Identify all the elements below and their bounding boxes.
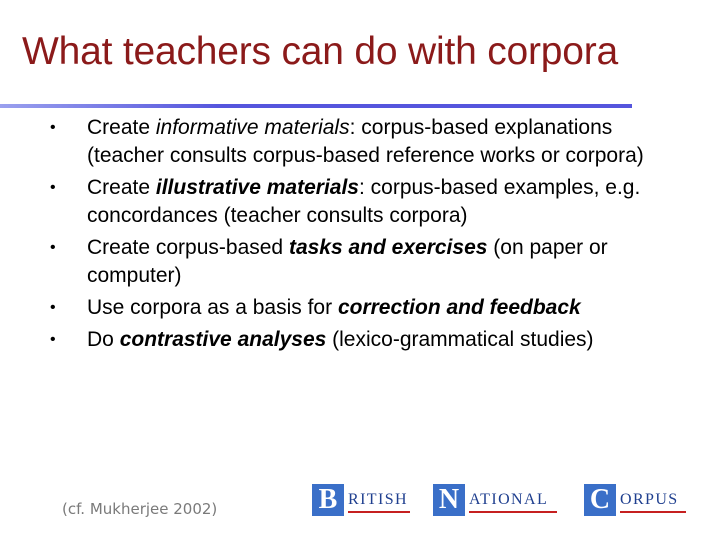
bullet-text: Create: [87, 116, 156, 139]
bullet-emphasis: informative materials: [155, 116, 350, 139]
bullet-text: (lexico-grammatical studies): [326, 328, 594, 351]
title-underline-rule: [0, 104, 632, 108]
bullet-text: : corpus-based explanations (teacher consults corpus-based reference works or corpora): [87, 116, 644, 167]
bullet-dot: •: [50, 239, 56, 256]
logo-word-rest: ATIONAL: [469, 491, 549, 508]
bullet-emphasis: contrastive analyses: [119, 328, 327, 351]
logo-underline: [348, 511, 410, 513]
bullet-dot: •: [50, 119, 56, 136]
logo-underline: [469, 511, 557, 513]
bullet-item: [40, 174, 680, 230]
bullet-dot: •: [50, 299, 56, 316]
bullet-item: [40, 294, 680, 322]
logo-initial-box: N: [433, 484, 465, 516]
bullet-text: Create: [87, 176, 156, 199]
bullet-item: [40, 114, 680, 170]
citation: (cf. Mukherjee 2002): [62, 500, 218, 518]
slide-title: What teachers can do with corpora: [22, 30, 619, 73]
bullet-list: [40, 114, 680, 358]
bullet-text: : corpus-based examples, e.g. concordances (teacher consults corpora): [87, 176, 641, 227]
bullet-text: (on paper or computer): [87, 236, 608, 287]
bullet-text: Create corpus-based: [87, 236, 289, 259]
bullet-item: [40, 234, 680, 290]
logo-initial-box: B: [312, 484, 344, 516]
bullet-text: Do: [87, 328, 120, 351]
bullet-emphasis: correction and feedback: [337, 296, 581, 319]
bullet-dot: •: [50, 179, 56, 196]
bullet-item: [40, 326, 680, 354]
bullet-dot: •: [50, 331, 56, 348]
bnc-logo: [312, 484, 692, 516]
bullet-emphasis: tasks and exercises: [288, 236, 488, 259]
bullet-emphasis: illustrative materials: [155, 176, 359, 199]
logo-initial-box: C: [584, 484, 616, 516]
logo-word-rest: ORPUS: [620, 491, 679, 508]
bullet-text: Use corpora as a basis for: [87, 296, 338, 319]
logo-underline: [620, 511, 686, 513]
logo-word-rest: RITISH: [348, 491, 408, 508]
